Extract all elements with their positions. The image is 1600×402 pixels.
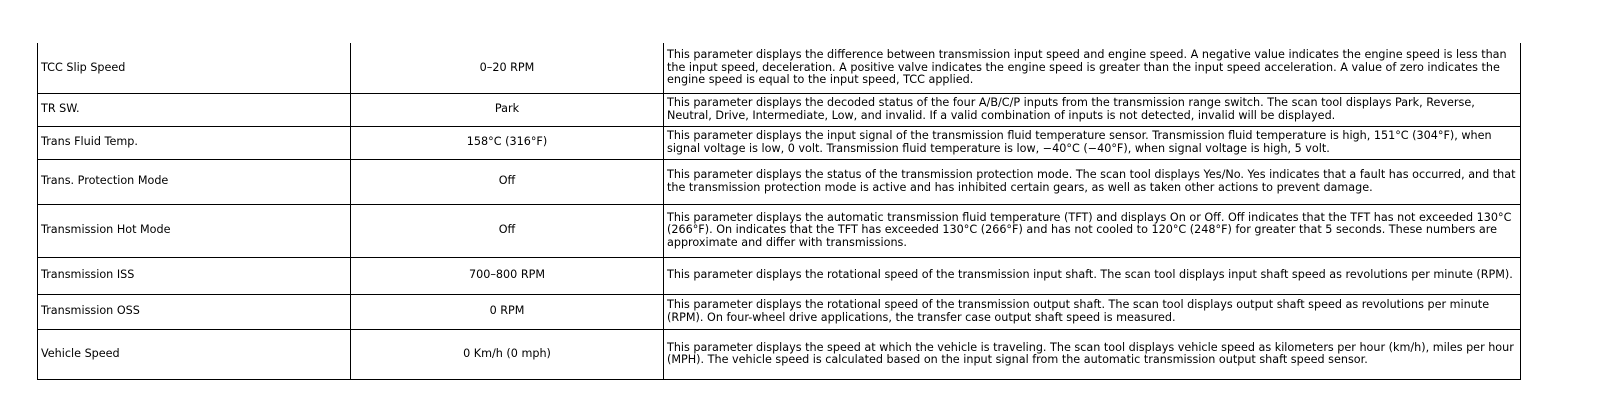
parameter-description: This parameter displays the rotational speed of the transmission output shaft. The scan tool displays output shaft speed as revolutions per minute (RPM). On four-wheel drive applications, the transfer case output shaft speed is measured. bbox=[664, 294, 1521, 329]
table-row bbox=[38, 294, 1521, 329]
parameter-description: This parameter displays the rotational speed of the transmission input shaft. The scan tool displays input shaft speed as revolutions per minute (RPM). bbox=[664, 257, 1521, 294]
parameter-value: Park bbox=[351, 93, 664, 126]
parameter-value: 0 RPM bbox=[351, 294, 664, 329]
parameter-value: 0–20 RPM bbox=[351, 43, 664, 93]
parameter-name: TCC Slip Speed bbox=[38, 43, 351, 93]
parameter-value: Off bbox=[351, 204, 664, 257]
parameter-description: This parameter displays the difference between transmission input speed and engine speed. A negative value indicates the engine speed is less than the input speed, deceleration. A positive valve indicates the engine speed is greater than the input speed acceleration. A value of zero indicates the engine speed is equal to the input speed, TCC applied. bbox=[664, 43, 1521, 93]
table-row bbox=[38, 126, 1521, 159]
table-row bbox=[38, 43, 1521, 93]
parameter-value: 0 Km/h (0 mph) bbox=[351, 329, 664, 379]
table-row bbox=[38, 159, 1521, 204]
parameter-description: This parameter displays the status of the transmission protection mode. The scan tool displays Yes/No. Yes indicates that a fault has occurred, and that the transmission protection mode is active and has inhibited certain gears, as well as taken other actions to prevent damage. bbox=[664, 159, 1521, 204]
parameter-name: Trans Fluid Temp. bbox=[38, 126, 351, 159]
parameter-name: Transmission OSS bbox=[38, 294, 351, 329]
parameter-name: Transmission Hot Mode bbox=[38, 204, 351, 257]
parameter-name: Vehicle Speed bbox=[38, 329, 351, 379]
parameter-description: This parameter displays the decoded status of the four A/B/C/P inputs from the transmission range switch. The scan tool displays Park, Reverse, Neutral, Drive, Intermediate, Low, and invalid. If a valid combination of inputs is not detected, invalid will be displayed. bbox=[664, 93, 1521, 126]
parameter-value: Off bbox=[351, 159, 664, 204]
parameter-description: This parameter displays the automatic transmission fluid temperature (TFT) and displays On or Off. Off indicates that the TFT has not exceeded 130°C (266°F). On indicates that the TFT has exceeded 130°C (266°F) and has not cooled to 120°C (248°F) for greater that 5 seconds. These numbers are approximate and differ with transmissions. bbox=[664, 204, 1521, 257]
parameter-name: TR SW. bbox=[38, 93, 351, 126]
parameter-description: This parameter displays the input signal of the transmission fluid temperature sensor. Transmission fluid temperature is high, 151°C (304°F), when signal voltage is low, 0 volt. Transmission fluid temperature is low, −40°C (−40°F), when signal voltage is high, 5 volt. bbox=[664, 126, 1521, 159]
table-row bbox=[38, 204, 1521, 257]
parameter-name: Transmission ISS bbox=[38, 257, 351, 294]
table-row bbox=[38, 329, 1521, 379]
table-row bbox=[38, 93, 1521, 126]
parameter-description: This parameter displays the speed at which the vehicle is traveling. The scan tool displays vehicle speed as kilometers per hour (km/h), miles per hour (MPH). The vehicle speed is calculated based on the input signal from the automatic transmission output shaft speed sensor. bbox=[664, 329, 1521, 379]
parameter-value: 700–800 RPM bbox=[351, 257, 664, 294]
parameter-table bbox=[37, 43, 1521, 380]
parameter-value: 158°C (316°F) bbox=[351, 126, 664, 159]
table-row bbox=[38, 257, 1521, 294]
parameter-name: Trans. Protection Mode bbox=[38, 159, 351, 204]
